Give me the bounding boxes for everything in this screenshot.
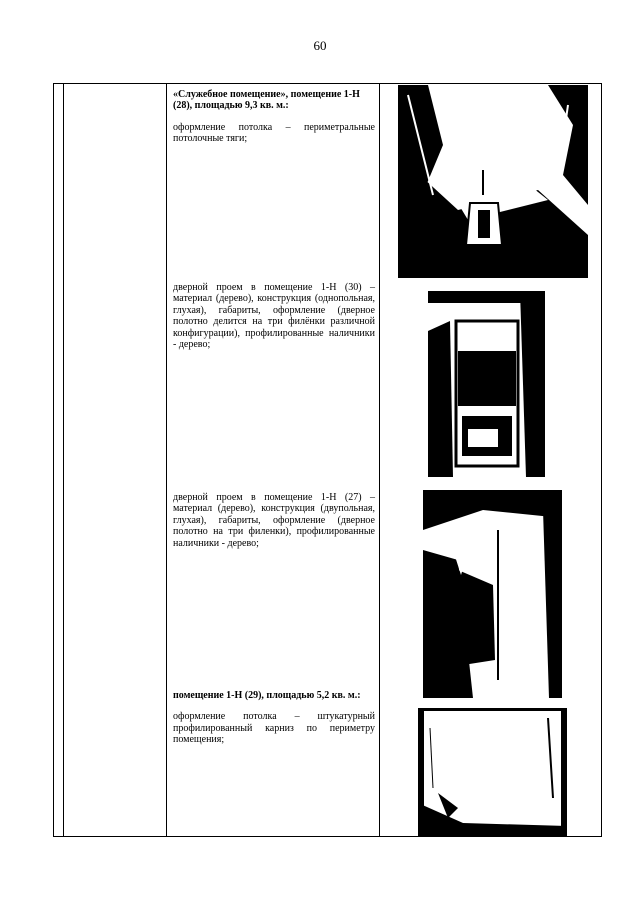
door-30-text: дверной проем в помещение 1-Н (30) – материал (дерево), конструкция (однопольная, глухая), габариты, оформление (дверное полотно делится на три филёнки различной конфигурации), профилированные наличники - дерево;: [173, 282, 375, 351]
room-29-ceiling-text: оформление потолка – штукатурный профилированный карниз по периметру помещения;: [173, 711, 375, 746]
column-divider: [63, 84, 64, 836]
door-27-text: дверной проем в помещение 1-Н (27) – материал (дерево), конструкция (двупольная, глухая), габариты, оформление (дверное полотно на три филенки), профилированные наличники - дерево;: [173, 492, 375, 549]
ceiling-photo-room-28: [398, 85, 588, 278]
room-28-block: [173, 89, 375, 155]
door-photo-room-30: [428, 291, 545, 477]
page-number: 60: [313, 38, 327, 53]
column-divider: [379, 84, 380, 836]
room-28-ceiling-text: оформление потолка – периметральные потолочные тяги;: [173, 121, 375, 145]
room-29-block: [173, 690, 375, 756]
room-29-heading: помещение 1-Н (29), площадью 5,2 кв. м.:: [173, 690, 361, 701]
door-30-block: [173, 282, 375, 360]
door-photo-room-27: [423, 490, 562, 698]
door-27-block: [173, 492, 375, 559]
column-divider: [166, 84, 167, 836]
ceiling-photo-room-29: [418, 708, 567, 837]
room-28-heading: «Служебное помещение», помещение 1-Н (28), площадью 9,3 кв. м.:: [173, 89, 360, 112]
description-table: [53, 83, 602, 837]
